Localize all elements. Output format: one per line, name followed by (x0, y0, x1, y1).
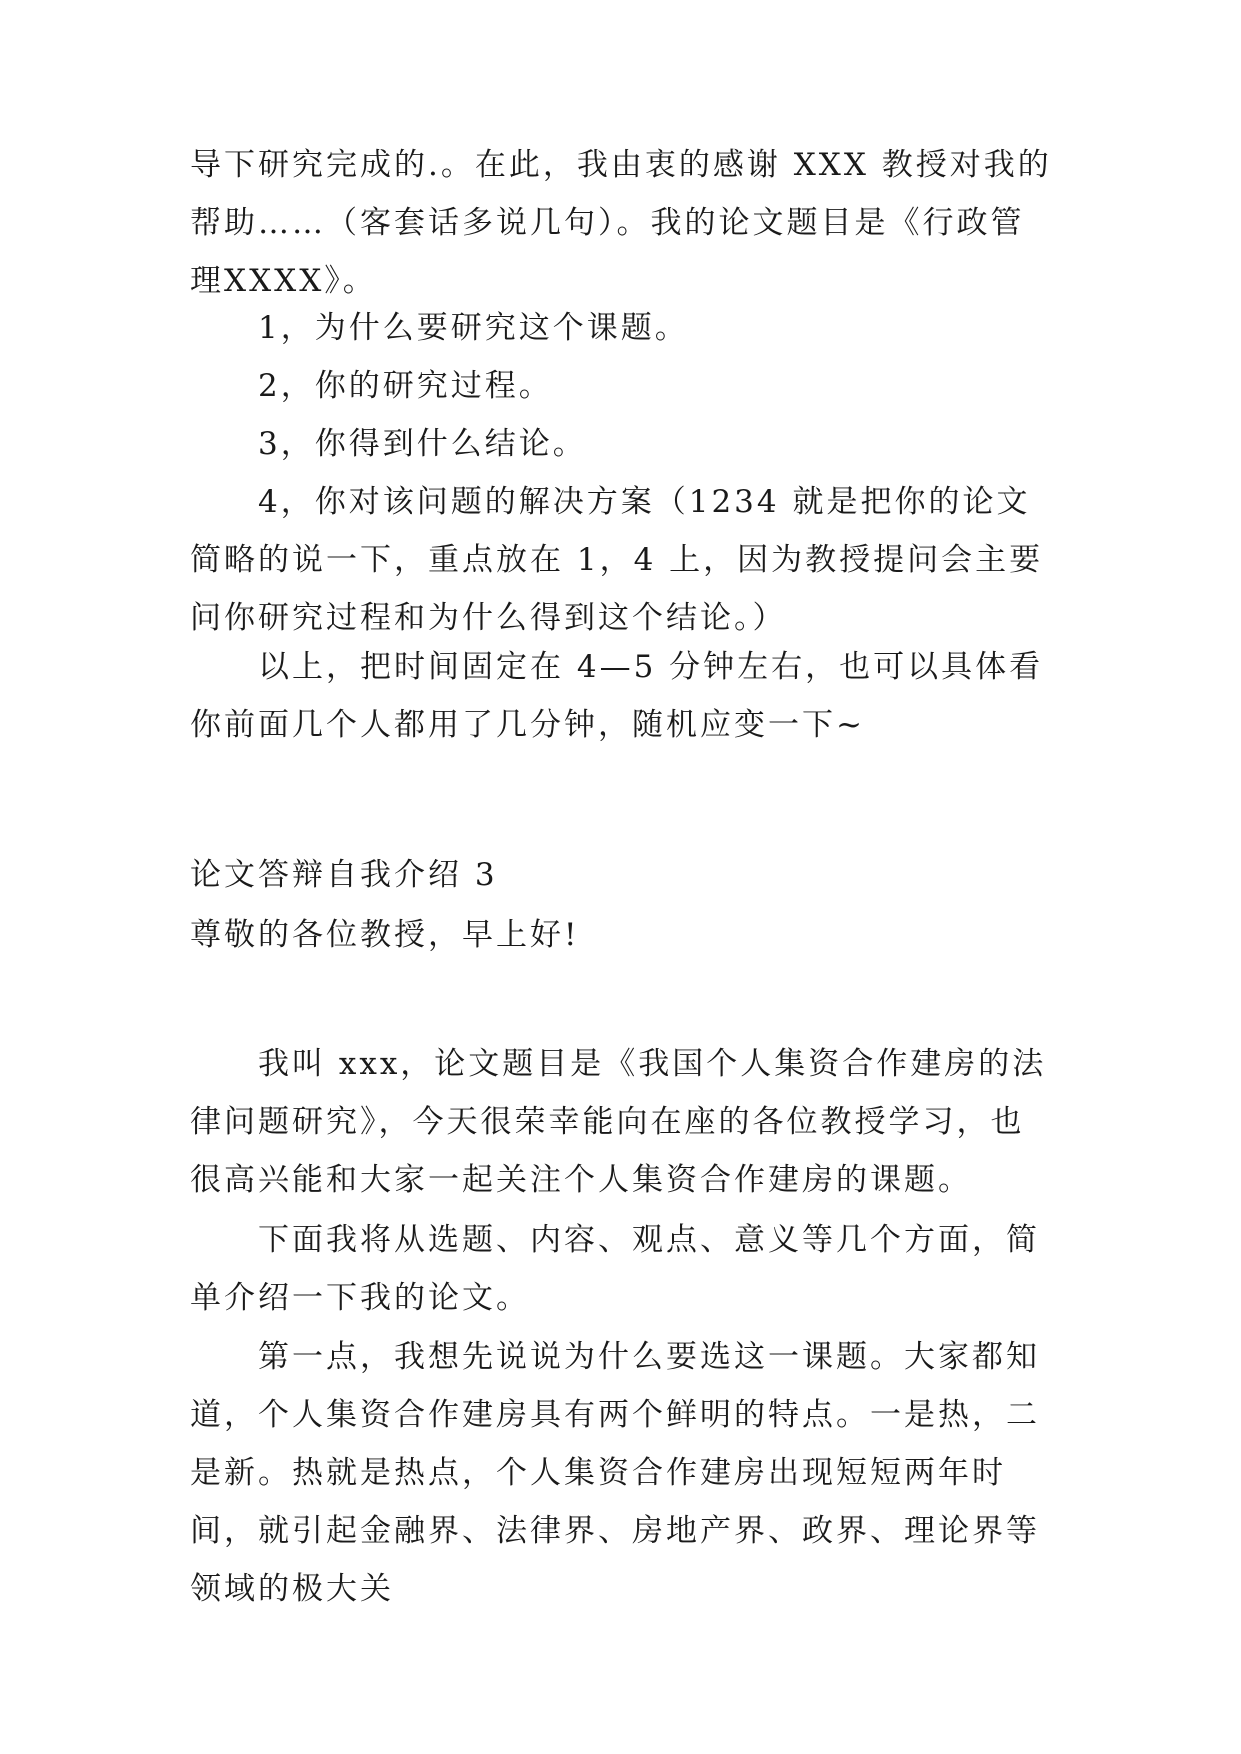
paragraph-self-intro: 我叫 xxx，论文题目是《我国个人集资合作建房的法律问题研究》，今天很荣幸能向在座的各位教授学习，也很高兴能和大家一起关注个人集资合作建房的课题。 (190, 1046, 1047, 1198)
paragraph-outline: 下面我将从选题、内容、观点、意义等几个方面，简单介绍一下我的论文。 (190, 1222, 1040, 1316)
greeting: 尊敬的各位教授，早上好! (190, 917, 580, 953)
list-item-1: 1，为什么要研究这个课题。 (258, 310, 689, 346)
list-item-4: 4，你对该问题的解决方案（1234 就是把你的论文简略的说一下，重点放在 1，4 上，因为教授提问会主要问你研究过程和为什么得到这个结论。） (190, 484, 1044, 636)
list-item-3: 3，你得到什么结论。 (258, 426, 587, 462)
paragraph-time-note: 以上，把时间固定在 4—5 分钟左右，也可以具体看你前面几个人都用了几分钟，随机应变一下~ (190, 649, 1044, 743)
paragraph-point-one: 第一点，我想先说说为什么要选这一课题。大家都知道，个人集资合作建房具有两个鲜明的特点。一是热，二是新。热就是热点，个人集资合作建房出现短短两年时间，就引起金融界、法律界、房地产界、政界、理论界等领域的极大关 (190, 1339, 1040, 1607)
list-item-2: 2，你的研究过程。 (258, 368, 553, 404)
section-title: 论文答辩自我介绍 3 (190, 857, 498, 893)
paragraph-intro-continuation: 导下研究完成的.。在此，我由衷的感谢 XXX 教授对我的帮助……（客套话多说几句）。我的论文题目是《行政管理XXXX》。 (190, 147, 1052, 299)
